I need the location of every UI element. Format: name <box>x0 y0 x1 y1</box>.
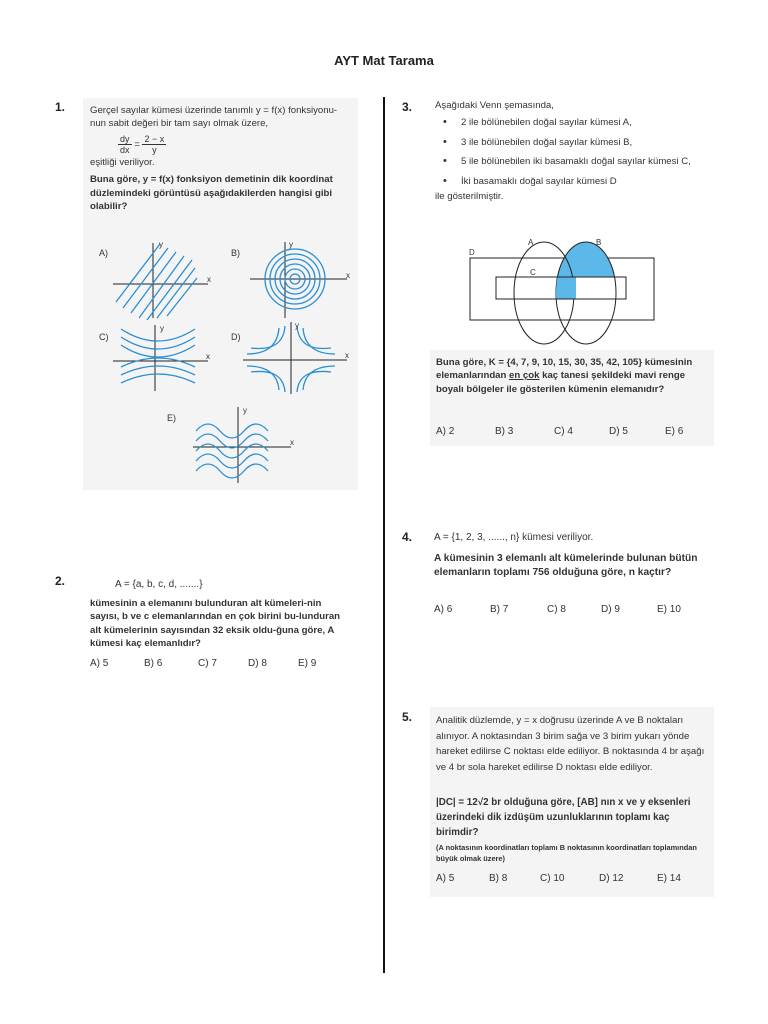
q1-label-e: E) <box>167 413 176 423</box>
q5-options <box>436 873 681 884</box>
q2-question: kümesinin a elemanını bulunduran alt kümeleri-nin sayısı, b ve c elemanlarından en çok birini bu-lunduran alt kümelerinin sayısından 32 eksik oldu-ğuna göre, A kümesi kaç elemanlıdır? <box>90 598 341 650</box>
q1-frac-num: dy <box>120 133 130 144</box>
q1-label-c: C) <box>99 332 109 342</box>
question-1-number: 1. <box>55 100 66 114</box>
q2-option-e[interactable]: E) 9 <box>298 658 317 669</box>
q1-d-axis-x: x <box>345 351 349 360</box>
q1-c-axis-y: y <box>160 324 164 333</box>
q1-b-axis-x: x <box>346 271 350 280</box>
question-3-number: 3. <box>402 100 413 114</box>
q5-option-c[interactable]: C) 10 <box>540 873 565 884</box>
question-3-panel <box>430 350 714 446</box>
question-4-number: 4. <box>402 530 413 544</box>
question-5-number: 5. <box>402 710 413 724</box>
q3-question-pre: Buna göre, K = {4, 7, 9, 10, 15, 30, 35, 42, 105} kümesinin elemanlarından <box>436 357 693 382</box>
question-5-panel <box>430 707 714 897</box>
q1-label-a: A) <box>99 248 108 258</box>
q2-option-a[interactable]: A) 5 <box>90 658 109 669</box>
q1-a-axis-x: x <box>207 275 211 284</box>
q4-question: A kümesinin 3 elemanlı alt kümelerinde bulunan bütün elemanların toplamı 756 olduğuna göre, n kaçtır? <box>434 553 698 578</box>
q5-question: |DC| = 12√2 br olduğuna göre, [AB] nın x ve y eksenleri üzerindeki dik izdüşüm uzunluklarının toplamı kaç birimdir? <box>436 797 691 838</box>
q3-bullet-3: • 5 ile bölünebilen iki basamaklı doğal sayılar kümesi C, <box>435 155 691 168</box>
q4-set: A = {1, 2, 3, ......, n} kümesi veriliyor. <box>434 532 594 543</box>
venn-label-b: B <box>596 238 602 247</box>
venn-label-a: A <box>528 238 534 247</box>
q1-d-axis-y: y <box>295 321 299 330</box>
q3-bullet-4: • İki basamaklı doğal sayılar kümesi D <box>435 175 715 188</box>
q1-text-line1: Gerçel sayılar kümesi üzerinde tanımlı y = f(x) fonksiyonu- <box>90 105 338 116</box>
q3-outro: ile gösterilmiştir. <box>435 191 504 203</box>
q3-question <box>436 356 708 396</box>
q1-graph-a <box>113 238 213 320</box>
q2-option-b[interactable]: B) 6 <box>144 658 163 669</box>
q5-option-d[interactable]: D) 12 <box>599 873 624 884</box>
q3-option-a[interactable]: A) 2 <box>436 426 455 437</box>
q3-option-b[interactable]: B) 3 <box>495 426 514 437</box>
q1-e-axis-x: x <box>290 438 294 447</box>
q4-option-c[interactable]: C) 8 <box>547 604 566 615</box>
q1-equals: = <box>134 138 140 150</box>
q4-option-e[interactable]: E) 10 <box>657 604 681 615</box>
q1-graph-d <box>243 320 353 395</box>
q5-text: Analitik düzlemde, y = x doğrusu üzerinde A ve B noktaları alınıyor. A noktasından 3 birim sağa ve 3 birim yukarı yönde hareket edilirse C noktası elde ediliyor. B noktasında 4 br aşağı ve 4 br sola hareket edilirse D noktası elde ediliyor. <box>436 715 705 773</box>
q3-option-d[interactable]: D) 5 <box>609 426 628 437</box>
q3-bullet-2: • 3 ile bölünebilen doğal sayılar kümesi B, <box>435 136 715 149</box>
q3-option-e[interactable]: E) 6 <box>665 426 684 437</box>
q1-question: Buna göre, y = f(x) fonksiyon demetinin dik koordinat düzlemindeki görüntüsü aşağıdakilerden hangisi gibi olabilir? <box>90 174 333 213</box>
q3-question-emph: en çok <box>509 370 540 382</box>
q2-option-c[interactable]: C) 7 <box>198 658 217 669</box>
q3-intro: Aşağıdaki Venn şemasında, <box>435 100 554 111</box>
question-4-panel <box>430 528 714 624</box>
q5-option-e[interactable]: E) 14 <box>657 873 681 884</box>
q5-option-a[interactable]: A) 5 <box>436 873 455 884</box>
q4-option-d[interactable]: D) 9 <box>601 604 620 615</box>
question-2-number: 2. <box>55 574 66 588</box>
q1-text-line3: eşitliği veriliyor. <box>90 156 155 168</box>
column-divider <box>383 97 385 973</box>
q1-a-axis-y: y <box>159 240 163 249</box>
q1-label-d: D) <box>231 332 241 342</box>
q1-graph-b <box>245 238 353 320</box>
page-title: AYT Mat Tarama <box>334 53 434 68</box>
q4-options <box>434 604 681 615</box>
q3-intro-block <box>435 99 715 203</box>
q1-frac-den: dx <box>120 144 130 155</box>
q1-equation <box>118 134 355 155</box>
venn-label-c: C <box>530 268 536 277</box>
q1-text-line2: nun sabit değeri bir tam sayı olmak üzere, <box>90 118 269 130</box>
q1-label-b: B) <box>231 248 240 258</box>
q1-c-axis-x: x <box>206 352 210 361</box>
q4-option-b[interactable]: B) 7 <box>490 604 509 615</box>
q1-graph-c <box>113 323 213 393</box>
q3-option-c[interactable]: C) 4 <box>554 426 573 437</box>
q3-bullet-1: • 2 ile bölünebilen doğal sayılar kümesi A, <box>435 116 715 129</box>
question-1-panel <box>83 98 358 490</box>
q1-graph-e <box>188 403 298 485</box>
q1-frac2-den: y <box>152 144 157 155</box>
q1-frac2-num: 2 − x <box>144 133 165 144</box>
q5-option-b[interactable]: B) 8 <box>489 873 508 884</box>
q3-options <box>436 426 683 437</box>
q1-b-axis-y: y <box>289 240 293 249</box>
q3-venn-diagram <box>462 234 662 349</box>
q2-set: A = {a, b, c, d, .......} <box>115 579 203 590</box>
q3-question-post: kaç tanesi şekildeki mavi renge boyalı bölgeler ile gösterilen kümenin elemanıdır? <box>436 370 686 395</box>
venn-label-d: D <box>469 248 475 257</box>
q4-option-a[interactable]: A) 6 <box>434 604 453 615</box>
q5-note: (A noktasının koordinatları toplamı B noktasının koordinatları toplamından büyük olmak üzere) <box>436 843 697 863</box>
q1-e-axis-y: y <box>243 406 247 415</box>
q2-option-d[interactable]: D) 8 <box>248 658 267 669</box>
q2-options <box>90 658 316 669</box>
